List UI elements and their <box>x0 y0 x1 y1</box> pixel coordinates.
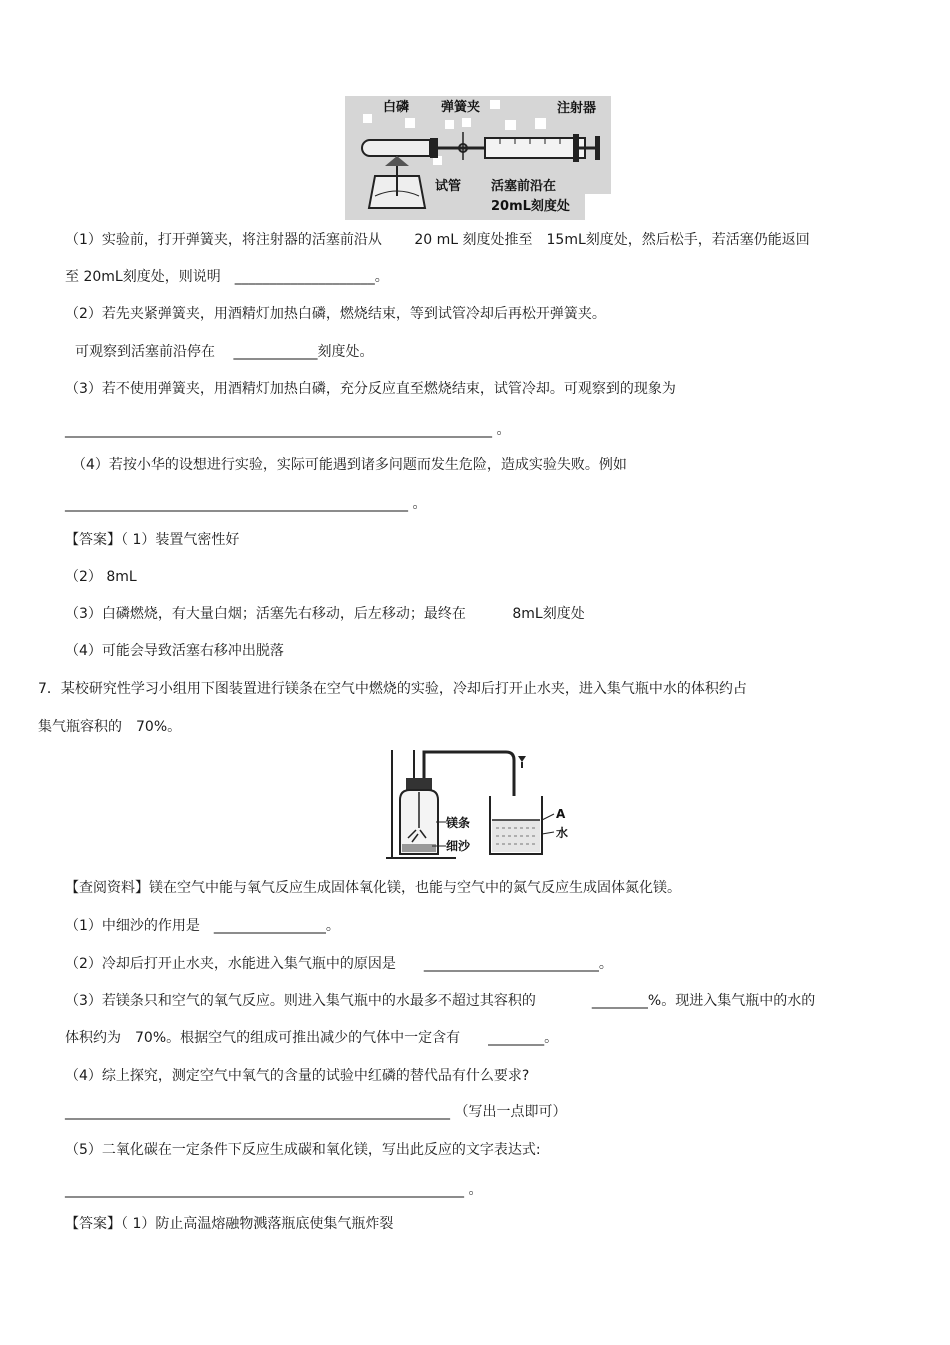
q6-part2-line2: 可观察到活塞前沿停在 ____________刻度处。 <box>75 344 374 360</box>
answer6-line1: 【答案】（ 1）装置气密性好 <box>65 532 240 548</box>
label-white-phosphorus: 白磷 <box>383 100 410 115</box>
q7-sub1: （1）中细沙的作用是 ________________。 <box>65 918 340 934</box>
label-a: A <box>556 807 566 821</box>
q6-part3-line2: _____________________________________________________________ 。 <box>65 422 511 438</box>
q6-part4-line2: _________________________________________________ 。 <box>65 496 427 512</box>
label-spring-clip: 弹簧夹 <box>441 100 481 115</box>
q7-sub3-line2: 体积约为 70%。根据空气的组成可推出减少的气体中一定含有 ________。 <box>65 1030 559 1046</box>
label-syringe: 注射器 <box>557 101 597 116</box>
q7-sub5-line2: _________________________________________________________ 。 <box>65 1182 483 1198</box>
q6-part1-line1: （1）实验前，打开弹簧夹，将注射器的活塞前沿从 20 mL 刻度处推至 15mL刻度处，然后松手，若活塞仍能返回 <box>65 232 810 248</box>
syringe-apparatus-figure <box>345 96 611 220</box>
label-fine-sand: 细沙 <box>446 839 471 853</box>
q7-intro-line1: 7．某校研究性学习小组用下图装置进行镁条在空气中燃烧的实验，冷却后打开止水夹，进入集气瓶中水的体积约占 <box>38 681 747 697</box>
label-plunger-line1: 活塞前沿在 <box>491 179 557 194</box>
magnesium-apparatus-figure <box>386 750 576 862</box>
q7-sub2: （2）冷却后打开止水夹，水能进入集气瓶中的原因是 _________________________。 <box>65 956 613 972</box>
answer6-line3: （3）白磷燃烧，有大量白烟；活塞先右移动，后左移动；最终在 8mL刻度处 <box>65 606 585 622</box>
q6-part2-line1: （2）若先夹紧弹簧夹，用酒精灯加热白磷，燃烧结束，等到试管冷却后再松开弹簧夹。 <box>65 306 606 322</box>
q7-reference-info: 【查阅资料】镁在空气中能与氧气反应生成固体氧化镁，也能与空气中的氮气反应生成固体氮化镁。 <box>65 880 681 896</box>
q6-part4-line1: （4）若按小华的设想进行实验，实际可能遇到诸多问题而发生危险，造成实验失败。例如 <box>72 457 627 473</box>
label-water: 水 <box>556 826 569 840</box>
answer6-line4: （4）可能会导致活塞右移冲出脱落 <box>65 643 284 659</box>
q7-sub5-line1: （5）二氧化碳在一定条件下反应生成碳和氧化镁，写出此反应的文字表达式: <box>65 1142 541 1158</box>
q7-sub4-line2: _______________________________________________________ （写出一点即可） <box>65 1104 567 1120</box>
answer6-line2: （2） 8mL <box>65 569 137 585</box>
q7-sub3-line1: （3）若镁条只和空气的氧气反应。则进入集气瓶中的水最多不超过其容积的 ________%。现进入集气瓶中的水的 <box>65 993 816 1009</box>
q6-part1-line2: 至 20mL刻度处，则说明 ____________________。 <box>65 269 389 285</box>
q7-sub4-line1: （4）综上探究，测定空气中氧气的含量的试验中红磷的替代品有什么要求? <box>65 1068 530 1084</box>
q6-part3-line1: （3）若不使用弹簧夹，用酒精灯加热白磷，充分反应直至燃烧结束，试管冷却。可观察到的现象为 <box>65 381 676 397</box>
label-magnesium: 镁条 <box>446 816 471 830</box>
answer7-line1: 【答案】（ 1）防止高温熔融物溅落瓶底使集气瓶炸裂 <box>65 1216 394 1232</box>
q7-intro-line2: 集气瓶容积的 70%。 <box>38 719 182 735</box>
label-test-tube: 试管 <box>435 179 462 194</box>
label-plunger-line2: 20mL刻度处 <box>491 199 570 214</box>
